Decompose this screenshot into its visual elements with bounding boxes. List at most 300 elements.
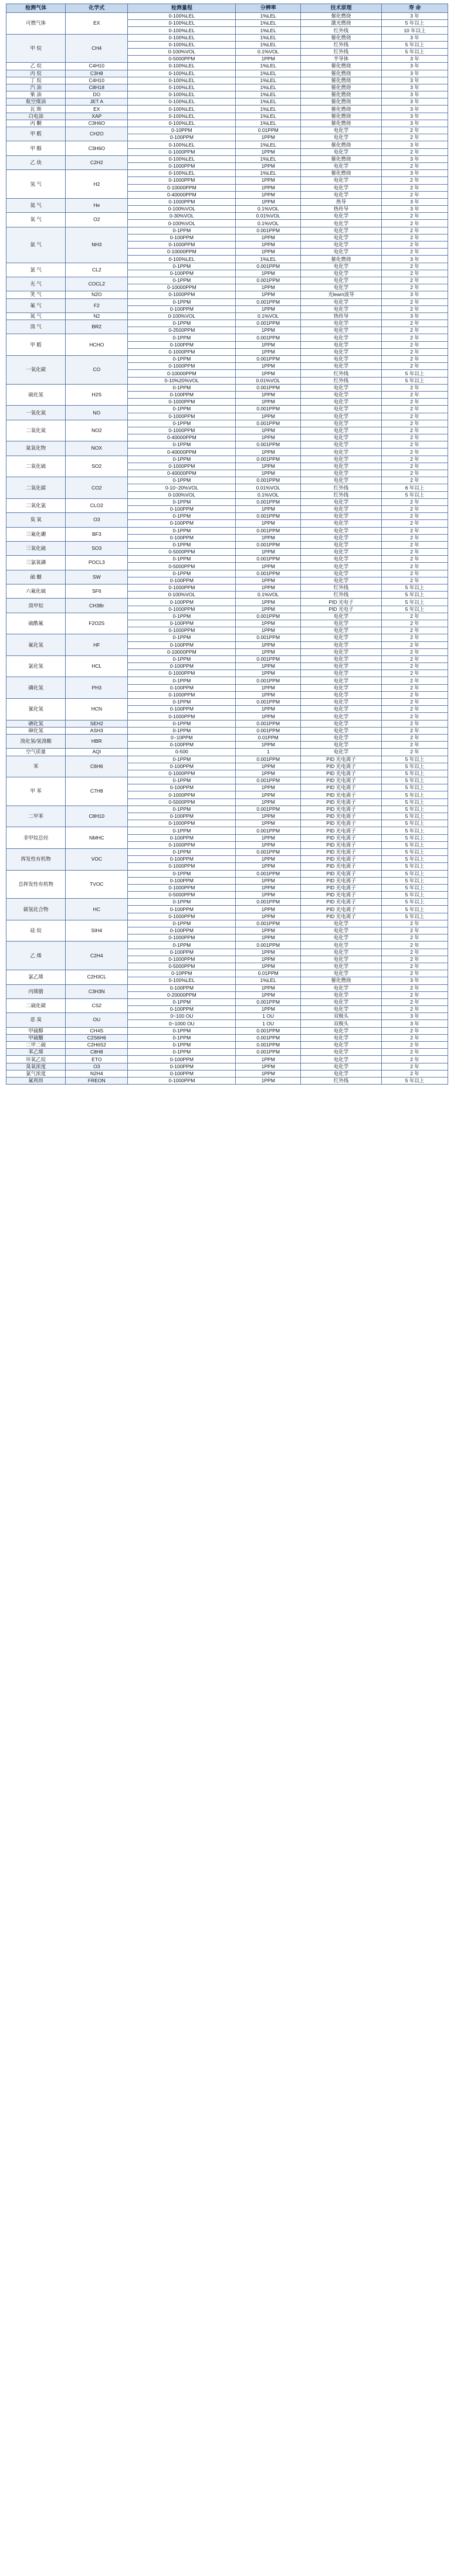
cell-lifetime: 5 年以上 — [382, 592, 448, 599]
cell-technology-principle: PID 光电离子 — [300, 798, 381, 806]
cell-resolution: 0.001PPM — [236, 441, 301, 448]
cell-chemical-formula: ASH3 — [66, 727, 128, 734]
cell-resolution: 1PPM — [236, 834, 301, 841]
cell-detection-range: 0-1PPM — [128, 655, 236, 662]
cell-technology-principle: PID 光电离子 — [300, 906, 381, 913]
table-row — [6, 91, 448, 98]
cell-resolution: 1PPM — [236, 684, 301, 691]
cell-technology-principle: 催化燃烧 — [300, 98, 381, 106]
cell-resolution: 0.001PPM — [236, 384, 301, 391]
cell-lifetime: 2 年 — [382, 684, 448, 691]
table-header — [6, 4, 448, 13]
cell-lifetime: 2 年 — [382, 1070, 448, 1077]
cell-detection-range: 0-10000PPM — [128, 249, 236, 256]
cell-gas-name: 白电油 — [6, 113, 66, 120]
cell-detection-range: 0-1PPM — [128, 613, 236, 620]
cell-detection-range: 0-100PPM — [128, 599, 236, 606]
cell-chemical-formula: C2S6H6 — [66, 1034, 128, 1041]
table-row — [6, 584, 448, 592]
cell-detection-range: 0-1PPM — [128, 527, 236, 534]
cell-resolution: 0.01PPM — [236, 970, 301, 977]
cell-detection-range: 0-5000PPM — [128, 549, 236, 556]
cell-detection-range: 0-100PPM — [128, 341, 236, 348]
cell-detection-range: 0-100%VOL — [128, 220, 236, 227]
cell-lifetime: 2 年 — [382, 399, 448, 406]
cell-lifetime: 2 年 — [382, 470, 448, 477]
table-row — [6, 477, 448, 484]
cell-chemical-formula: H2 — [66, 170, 128, 199]
cell-gas-name: 丙 酮 — [6, 120, 66, 127]
cell-technology-principle: 电化学 — [300, 706, 381, 713]
cell-chemical-formula: CLO2 — [66, 498, 128, 512]
table-row — [6, 356, 448, 363]
cell-resolution: 1PPM — [236, 863, 301, 870]
cell-detection-range: 0-1000PPM — [128, 177, 236, 184]
cell-technology-principle: 电化学 — [300, 563, 381, 570]
cell-lifetime: 2 年 — [382, 148, 448, 155]
cell-technology-principle: 电化学 — [300, 406, 381, 413]
cell-technology-principle: 电化学 — [300, 727, 381, 734]
cell-technology-principle: PID 光电离子 — [300, 892, 381, 899]
table-row — [6, 599, 448, 606]
table-row — [6, 1027, 448, 1034]
cell-detection-range: 0-5000PPM — [128, 56, 236, 63]
table-row — [6, 77, 448, 84]
cell-technology-principle: PID 光电离子 — [300, 834, 381, 841]
cell-resolution: 1%LEL — [236, 41, 301, 48]
cell-technology-principle: 电化学 — [300, 242, 381, 249]
cell-chemical-formula: JET A — [66, 98, 128, 106]
cell-resolution: 0.001PPM — [236, 277, 301, 284]
table-row — [6, 1063, 448, 1070]
cell-detection-range: 0-100%LEL — [128, 20, 236, 27]
cell-gas-name: 砷化氢 — [6, 727, 66, 734]
cell-technology-principle: 电化学 — [300, 734, 381, 741]
cell-technology-principle: 催化燃烧 — [300, 256, 381, 263]
cell-gas-name: 一氧化氮 — [6, 406, 66, 420]
cell-resolution: 1PPM — [236, 670, 301, 677]
cell-technology-principle: 电化学 — [300, 634, 381, 641]
cell-lifetime: 5 年以上 — [382, 763, 448, 770]
cell-technology-principle: 电化学 — [300, 534, 381, 541]
cell-technology-principle: 电化学 — [300, 298, 381, 305]
cell-lifetime: 5 年以上 — [382, 892, 448, 899]
cell-resolution: 0.001PPM — [236, 827, 301, 834]
cell-detection-range: 0-100PPM — [128, 906, 236, 913]
cell-detection-range: 0-100PPM — [128, 856, 236, 863]
cell-lifetime: 2 年 — [382, 927, 448, 934]
cell-resolution: 0.001PPM — [236, 806, 301, 813]
cell-technology-principle: PID 光电离子 — [300, 770, 381, 777]
cell-detection-range: 0-1000PPM — [128, 399, 236, 406]
cell-lifetime: 2 年 — [382, 277, 448, 284]
cell-chemical-formula: C8H8 — [66, 1049, 128, 1056]
cell-resolution: 1PPM — [236, 291, 301, 298]
cell-detection-range: 0-100PPM — [128, 1006, 236, 1013]
cell-lifetime: 2 年 — [382, 463, 448, 470]
cell-resolution: 1PPM — [236, 534, 301, 541]
cell-detection-range: 0-100PPM — [128, 877, 236, 884]
cell-gas-name: 二硫化碳 — [6, 998, 66, 1012]
cell-lifetime: 3 年 — [382, 1013, 448, 1020]
cell-resolution: 0.001PPM — [236, 334, 301, 341]
cell-resolution: 1PPM — [236, 620, 301, 627]
cell-detection-range: 0-100%LEL — [128, 113, 236, 120]
cell-detection-range: 0-100PPM — [128, 505, 236, 512]
cell-gas-name: 硫酰氟 — [6, 613, 66, 634]
cell-detection-range: 0-1PPM — [128, 634, 236, 641]
cell-technology-principle: 催化燃烧 — [300, 13, 381, 20]
cell-lifetime: 2 年 — [382, 556, 448, 563]
cell-resolution: 1%LEL — [236, 141, 301, 148]
cell-gas-name: 笑 气 — [6, 291, 66, 298]
cell-resolution: 1PPM — [236, 399, 301, 406]
table-row — [6, 734, 448, 741]
cell-lifetime: 2 年 — [382, 162, 448, 169]
cell-detection-range: 0-1PPM — [128, 420, 236, 427]
cell-lifetime: 2 年 — [382, 742, 448, 749]
cell-technology-principle: 电化学 — [300, 613, 381, 620]
cell-lifetime: 2 年 — [382, 513, 448, 520]
cell-detection-range: 0-1PPM — [128, 920, 236, 927]
cell-technology-principle: 红外线 — [300, 41, 381, 48]
cell-lifetime: 2 年 — [382, 1063, 448, 1070]
cell-chemical-formula: C6H6 — [66, 756, 128, 777]
cell-chemical-formula: POCL3 — [66, 556, 128, 570]
table-row — [6, 1049, 448, 1056]
cell-lifetime: 3 年 — [382, 120, 448, 127]
cell-lifetime: 2 年 — [382, 641, 448, 648]
cell-resolution: 1PPM — [236, 991, 301, 998]
cell-gas-name: 氢 气 — [6, 170, 66, 199]
table-row — [6, 13, 448, 20]
cell-lifetime: 2 年 — [382, 998, 448, 1005]
cell-chemical-formula: HCHO — [66, 334, 128, 356]
cell-detection-range: 0-1000PPM — [128, 363, 236, 370]
cell-technology-principle: 红外线 — [300, 491, 381, 498]
cell-technology-principle: 电化学 — [300, 399, 381, 406]
cell-resolution: 1PPM — [236, 370, 301, 377]
cell-chemical-formula: C4H10 — [66, 77, 128, 84]
cell-gas-name: 氮氧化物 — [6, 441, 66, 456]
cell-technology-principle: 电化学 — [300, 177, 381, 184]
table-row — [6, 1077, 448, 1084]
cell-technology-principle: 电化学 — [300, 456, 381, 463]
cell-chemical-formula: DO — [66, 91, 128, 98]
cell-chemical-formula: CH4S — [66, 1027, 128, 1034]
cell-technology-principle: 电化学 — [300, 577, 381, 584]
cell-lifetime: 2 年 — [382, 1056, 448, 1063]
cell-technology-principle: 催化燃烧 — [300, 34, 381, 41]
cell-detection-range: 0-10000PPM — [128, 184, 236, 191]
cell-chemical-formula: N2H4 — [66, 1070, 128, 1077]
cell-detection-range: 0-1PPM — [128, 720, 236, 727]
cell-resolution: 0.001PPM — [236, 556, 301, 563]
cell-lifetime: 5 年以上 — [382, 599, 448, 606]
cell-lifetime: 2 年 — [382, 305, 448, 312]
cell-detection-range: 0-1PPM — [128, 441, 236, 448]
cell-chemical-formula: CO2 — [66, 477, 128, 499]
cell-technology-principle: 催化燃烧 — [300, 170, 381, 177]
cell-lifetime: 5 年以上 — [382, 770, 448, 777]
cell-technology-principle: 电化学 — [300, 220, 381, 227]
cell-resolution: 0.01%VOL — [236, 484, 301, 491]
cell-detection-range: 0-40000PPM — [128, 191, 236, 198]
cell-detection-range: 0-100%LEL — [128, 27, 236, 34]
cell-lifetime: 3 年 — [382, 170, 448, 177]
cell-resolution: 0.001PPM — [236, 570, 301, 577]
cell-lifetime: 2 年 — [382, 434, 448, 441]
cell-gas-name: 氯 气 — [6, 263, 66, 277]
cell-technology-principle: 电化学 — [300, 470, 381, 477]
cell-technology-principle: PID 光电离子 — [300, 870, 381, 877]
cell-detection-range: 0-10PPM — [128, 970, 236, 977]
cell-resolution: 1PPM — [236, 1006, 301, 1013]
cell-lifetime: 2 年 — [382, 427, 448, 434]
cell-technology-principle: 电化学 — [300, 148, 381, 155]
cell-resolution: 1PPM — [236, 162, 301, 169]
cell-chemical-formula: F2O2S — [66, 613, 128, 634]
cell-resolution: 1PPM — [236, 934, 301, 942]
cell-technology-principle: 电化学 — [300, 677, 381, 684]
cell-chemical-formula: HCL — [66, 655, 128, 677]
cell-lifetime: 5 年以上 — [382, 877, 448, 884]
table-row — [6, 1034, 448, 1041]
cell-lifetime: 3 年 — [382, 91, 448, 98]
table-row — [6, 155, 448, 162]
cell-gas-name: 溴 气 — [6, 320, 66, 334]
cell-lifetime: 10 年以上 — [382, 27, 448, 34]
cell-technology-principle: 电化学 — [300, 234, 381, 241]
cell-lifetime: 2 年 — [382, 541, 448, 548]
cell-chemical-formula: O2 — [66, 213, 128, 227]
cell-detection-range: 0-10000PPM — [128, 648, 236, 655]
cell-resolution: 1PPM — [236, 234, 301, 241]
cell-gas-name: 氦 气 — [6, 198, 66, 212]
table-row — [6, 1056, 448, 1063]
cell-technology-principle: 催化燃烧 — [300, 91, 381, 98]
cell-technology-principle: 电化学 — [300, 549, 381, 556]
table-row — [6, 699, 448, 706]
cell-detection-range: 0-100%LEL — [128, 120, 236, 127]
cell-technology-principle: 电化学 — [300, 270, 381, 277]
cell-gas-name: 甲 醛 — [6, 334, 66, 356]
table-row — [6, 63, 448, 70]
cell-gas-name: 苯乙烯 — [6, 1049, 66, 1056]
cell-chemical-formula: O3 — [66, 1063, 128, 1070]
cell-lifetime: 5 年以上 — [382, 870, 448, 877]
cell-chemical-formula: C3H6O — [66, 141, 128, 155]
cell-resolution: 1PPM — [236, 327, 301, 334]
cell-resolution: 1%LEL — [236, 63, 301, 70]
cell-lifetime: 3 年 — [382, 113, 448, 120]
cell-technology-principle: 电化学 — [300, 520, 381, 527]
gas-detection-table-sheet — [0, 4, 454, 1085]
cell-resolution: 1PPM — [236, 1063, 301, 1070]
cell-lifetime: 2 年 — [382, 749, 448, 756]
cell-gas-name: 氮 气 — [6, 312, 66, 320]
cell-gas-name: 总挥发性有机物 — [6, 870, 66, 899]
cell-chemical-formula: SIH4 — [66, 920, 128, 942]
cell-resolution: 1PPM — [236, 584, 301, 592]
cell-chemical-formula: H2S — [66, 384, 128, 406]
cell-detection-range: 0-100PPM — [128, 813, 236, 820]
cell-detection-range: 0-100PPM — [128, 520, 236, 527]
cell-lifetime: 2 年 — [382, 320, 448, 327]
cell-lifetime: 2 年 — [382, 991, 448, 998]
cell-gas-name: 环氧乙烷 — [6, 1056, 66, 1063]
cell-lifetime: 2 年 — [382, 1042, 448, 1049]
cell-technology-principle: PID 光电离子 — [300, 841, 381, 848]
cell-resolution: 1PPM — [236, 813, 301, 820]
cell-resolution: 0.01PPM — [236, 734, 301, 741]
cell-technology-principle: PID 光电离子 — [300, 848, 381, 855]
cell-detection-range: 0-1PPM — [128, 806, 236, 813]
cell-resolution: 0.001PPM — [236, 420, 301, 427]
cell-technology-principle: 光learn波导 — [300, 291, 381, 298]
cell-resolution: 1PPM — [236, 242, 301, 249]
cell-lifetime: 2 年 — [382, 270, 448, 277]
cell-chemical-formula: COCL2 — [66, 277, 128, 291]
cell-chemical-formula: NOX — [66, 441, 128, 456]
cell-technology-principle: 红外线 — [300, 1077, 381, 1084]
cell-detection-range: 0-1PPM — [128, 263, 236, 270]
cell-detection-range: 0-1000PPM — [128, 627, 236, 634]
cell-detection-range: 0-1000PPM — [128, 770, 236, 777]
col-header-range: 检测量程 — [128, 4, 236, 13]
cell-detection-range: 0-100PPM — [128, 834, 236, 841]
cell-detection-range: 0-100PPM — [128, 784, 236, 791]
cell-resolution: 0.001PPM — [236, 356, 301, 363]
cell-technology-principle: 热传导 — [300, 206, 381, 213]
cell-resolution: 1%LEL — [236, 20, 301, 27]
table-row — [6, 334, 448, 341]
cell-resolution: 1%LEL — [236, 120, 301, 127]
cell-technology-principle: PID 光电离子 — [300, 827, 381, 834]
cell-detection-range: 0-1PPM — [128, 334, 236, 341]
table-row — [6, 777, 448, 784]
cell-detection-range: 0~1000 OU — [128, 1020, 236, 1027]
table-row — [6, 198, 448, 205]
cell-detection-range: 0-1PPM — [128, 699, 236, 706]
cell-chemical-formula: CH3Br — [66, 599, 128, 613]
cell-lifetime: 2 年 — [382, 191, 448, 198]
cell-resolution: 1PPM — [236, 505, 301, 512]
cell-technology-principle: 红外线 — [300, 377, 381, 384]
cell-resolution: 1PPM — [236, 770, 301, 777]
cell-chemical-formula: C2H4 — [66, 942, 128, 970]
cell-lifetime: 2 年 — [382, 413, 448, 420]
cell-lifetime: 2 年 — [382, 134, 448, 141]
cell-detection-range: 0-100PPM — [128, 620, 236, 627]
cell-lifetime: 3 年 — [382, 155, 448, 162]
cell-technology-principle: 电化学 — [300, 448, 381, 456]
cell-gas-name: 溴甲烷 — [6, 599, 66, 613]
cell-resolution: 0.001PPM — [236, 227, 301, 234]
cell-lifetime: 2 年 — [382, 406, 448, 413]
cell-detection-range: 0-1000PPM — [128, 463, 236, 470]
cell-detection-range: 0-1PPM — [128, 827, 236, 834]
cell-detection-range: 0-1PPM — [128, 513, 236, 520]
cell-lifetime: 2 年 — [382, 963, 448, 970]
cell-technology-principle: PID 光电离子 — [300, 777, 381, 784]
cell-lifetime: 3 年 — [382, 1020, 448, 1027]
cell-resolution: 1PPM — [236, 1070, 301, 1077]
cell-lifetime: 2 年 — [382, 498, 448, 505]
cell-lifetime: 2 年 — [382, 477, 448, 484]
cell-lifetime: 2 年 — [382, 441, 448, 448]
cell-lifetime: 5 年以上 — [382, 784, 448, 791]
cell-chemical-formula: OU — [66, 1013, 128, 1027]
cell-technology-principle: 电化学 — [300, 570, 381, 577]
cell-chemical-formula: BR2 — [66, 320, 128, 334]
cell-gas-name: 瓦 斯 — [6, 106, 66, 113]
table-row — [6, 806, 448, 813]
cell-lifetime: 2 年 — [382, 298, 448, 305]
cell-technology-principle: 电化学 — [300, 1070, 381, 1077]
table-row — [6, 263, 448, 270]
cell-resolution: 1%LEL — [236, 34, 301, 41]
cell-lifetime: 2 年 — [382, 677, 448, 684]
cell-lifetime: 2 年 — [382, 670, 448, 677]
cell-technology-principle: 电化学 — [300, 991, 381, 998]
cell-lifetime: 2 年 — [382, 634, 448, 641]
cell-detection-range: 0-1PPM — [128, 899, 236, 906]
cell-detection-range: 0-100PPM — [128, 534, 236, 541]
table-row — [6, 420, 448, 427]
cell-detection-range: 0-30%VOL — [128, 213, 236, 220]
cell-lifetime: 2 年 — [382, 648, 448, 655]
cell-technology-principle: 电化学 — [300, 427, 381, 434]
cell-chemical-formula: HC — [66, 899, 128, 920]
cell-lifetime: 5 年以上 — [382, 856, 448, 863]
cell-resolution: 1PPM — [236, 663, 301, 670]
cell-lifetime: 2 年 — [382, 942, 448, 949]
cell-technology-principle: 电化学 — [300, 341, 381, 348]
cell-detection-range: 0-100%LEL — [128, 170, 236, 177]
cell-resolution: 1 — [236, 749, 301, 756]
cell-detection-range: 0-10PPM — [128, 127, 236, 134]
cell-lifetime: 2 年 — [382, 563, 448, 570]
cell-resolution: 0.001PPM — [236, 634, 301, 641]
cell-chemical-formula: CL2 — [66, 263, 128, 277]
cell-detection-range: 0-100PPM — [128, 1063, 236, 1070]
cell-technology-principle: PID 光电离子 — [300, 877, 381, 884]
cell-resolution: 1%LEL — [236, 106, 301, 113]
cell-lifetime: 2 年 — [382, 520, 448, 527]
cell-lifetime: 5 年以上 — [382, 848, 448, 855]
cell-lifetime: 5 年以上 — [382, 834, 448, 841]
cell-technology-principle: PID 光电离子 — [300, 806, 381, 813]
cell-gas-name: 臭氧浓度 — [6, 1063, 66, 1070]
cell-resolution: 0.001PPM — [236, 456, 301, 463]
cell-chemical-formula: ETO — [66, 1056, 128, 1063]
cell-detection-range: 0-40000PPM — [128, 434, 236, 441]
cell-chemical-formula: TVOC — [66, 870, 128, 899]
cell-resolution: 1PPM — [236, 856, 301, 863]
cell-detection-range: 0-1PPM — [128, 727, 236, 734]
cell-technology-principle: 电化学 — [300, 191, 381, 198]
cell-resolution: 1%LEL — [236, 155, 301, 162]
cell-gas-name: 空气质量 — [6, 749, 66, 756]
cell-detection-range: 0-100%LEL — [128, 41, 236, 48]
cell-chemical-formula: XAP — [66, 113, 128, 120]
cell-detection-range: 0-1PPM — [128, 406, 236, 413]
cell-gas-name: 丙 烷 — [6, 70, 66, 77]
cell-technology-principle: 电化学 — [300, 162, 381, 169]
cell-technology-principle: PID 光电离子 — [300, 791, 381, 798]
cell-lifetime: 2 年 — [382, 613, 448, 620]
